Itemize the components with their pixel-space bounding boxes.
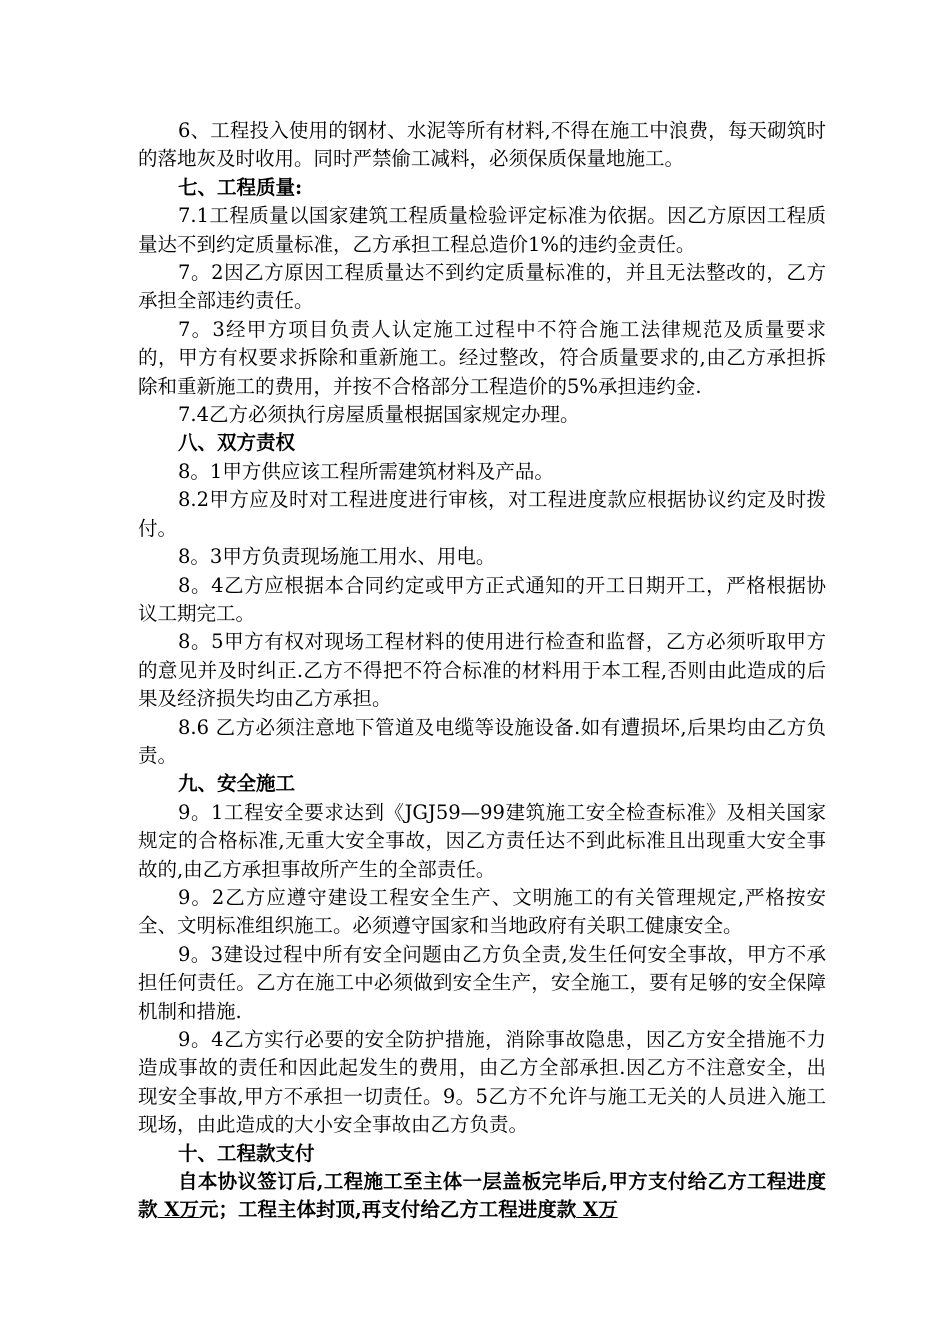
payment-amount-1: X万 <box>157 1198 199 1222</box>
section-heading-8: 八、双方责权 <box>178 431 296 455</box>
clause-8-5: 8。5甲方有权对现场工程材料的使用进行检查和监督，乙方必须听取甲方的意见并及时纠正.乙方不得把不符合标准的材料用于本工程,否则由此造成的后果及经济损失均由乙方承担。 <box>138 630 826 711</box>
document-page <box>138 117 826 1225</box>
clause-8-6: 8.6 乙方必须注意地下管道及电缆等设施设备.如有遭损坏,后果均由乙方负责。 <box>138 715 826 767</box>
clause-9-4: 9。4乙方实行必要的安全防护措施，消除事故隐患，因乙方安全措施不力造成事故的责任和因此起发生的费用，由乙方全部承担.因乙方不注意安全，出现安全事故,甲方不承担一切责任。9。5乙方不允许与施工无关的人员进入施工现场，由此造成的大小安全事故由乙方负责。 <box>138 1028 826 1137</box>
payment-text-2: 元；工程主体封顶,再支付给乙方工程进度款 <box>198 1198 577 1222</box>
payment-text-1: 自本协议签订后,工程施工至主体一层盖板完毕后,甲方支付给乙方工程进度款 <box>138 1170 826 1222</box>
clause-8-4: 8。4乙方应根据本合同约定或甲方正式通知的开工日期开工，严格根据协议工期完工。 <box>138 573 826 625</box>
clause-6: 6、工程投入使用的钢材、水泥等所有材料,不得在施工中浪费，每天砌筑时的落地灰及时收用。同时严禁偷工减料，必须保质保量地施工。 <box>138 119 826 171</box>
clause-8-3: 8。3甲方负责现场施工用水、用电。 <box>178 545 496 569</box>
clause-8-1: 8。1甲方供应该工程所需建筑材料及产品。 <box>178 459 554 483</box>
clause-7-3: 7。3经甲方项目负责人认定施工过程中不符合施工法律规范及质量要求的，甲方有权要求拆除和重新施工。经过整改，符合质量要求的,由乙方承担拆除和重新施工的费用，并按不合格部分工程造价的5%承担违约金. <box>138 317 826 398</box>
payment-amount-2: X万 <box>576 1198 618 1222</box>
clause-7-1: 7.1工程质量以国家建筑工程质量检验评定标准为依据。因乙方原因工程质量达不到约定质量标准，乙方承担工程总造价1%的违约金责任。 <box>138 204 826 256</box>
payment-clause <box>138 1168 826 1225</box>
section-heading-9: 九、安全施工 <box>178 772 296 796</box>
section-heading-10: 十、工程款支付 <box>178 1141 315 1165</box>
clause-9-3: 9。3建设过程中所有安全问题由乙方负全责,发生任何安全事故，甲方不承担任何责任。乙方在施工中必须做到安全生产，安全施工，要有足够的安全保障机制和措施. <box>138 942 826 1023</box>
clause-9-2: 9。2乙方应遵守建设工程安全生产、文明施工的有关管理规定,严格按安全、文明标准组织施工。必须遵守国家和当地政府有关职工健康安全。 <box>138 885 826 938</box>
section-heading-7: 七、工程质量: <box>178 175 303 199</box>
clause-7-2: 7。2因乙方原因工程质量达不到约定质量标准的，并且无法整改的，乙方承担全部违约责任。 <box>138 261 826 313</box>
clause-8-2: 8.2甲方应及时对工程进度进行审核，对工程进度款应根据协议约定及时拨付。 <box>138 488 826 540</box>
clause-7-4: 7.4乙方必须执行房屋质量根据国家规定办理。 <box>178 403 580 427</box>
clause-9-1: 9。1工程安全要求达到《JGJ59—99建筑施工安全检查标准》及相关国家规定的合格标准,无重大安全事故，因乙方责任达不到此标准且出现重大安全事故的,由乙方承担事故所产生的全部责任。 <box>138 800 826 881</box>
